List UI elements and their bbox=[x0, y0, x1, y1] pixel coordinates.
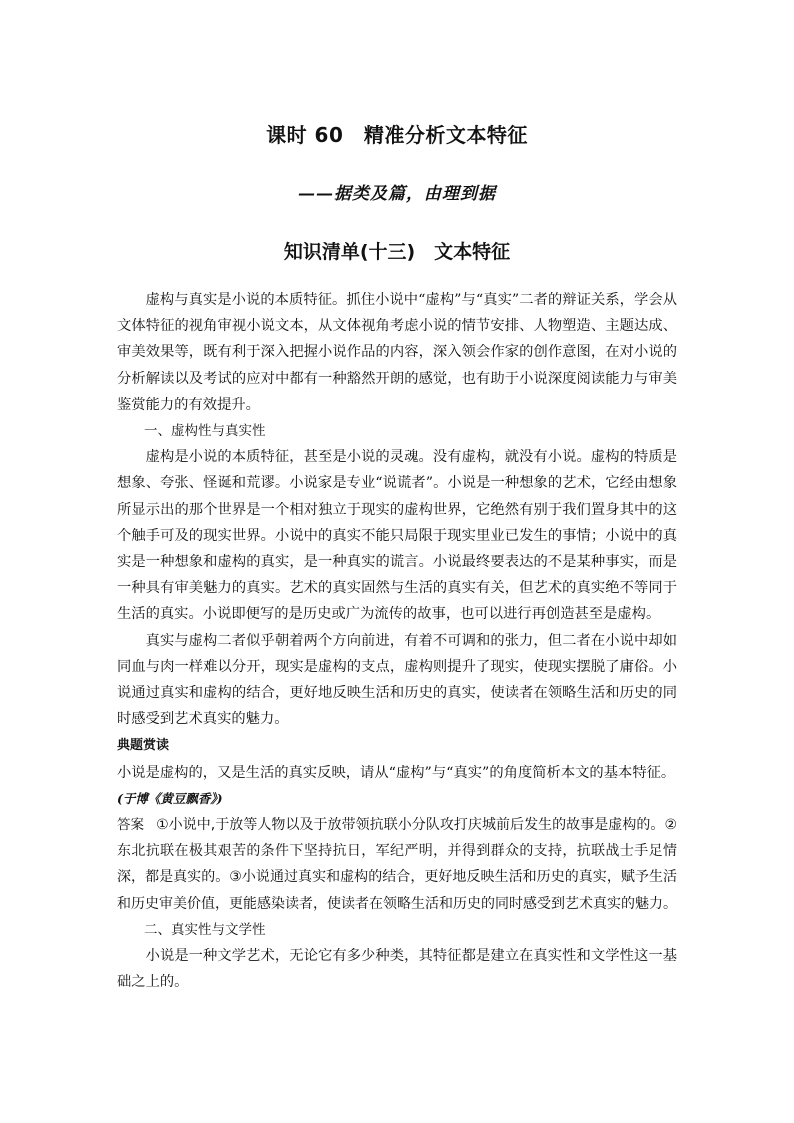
paragraph-literariness: 小说是一种文学艺术，无论它有多少种类，其特征都是建立在真实性和文学性这一基础之上的。 bbox=[117, 948, 677, 991]
intro-paragraph: 虚构与真实是小说的本质特征。抓住小说中“虚构”与“真实”二者的辩证关系，学会从文体特征的视角审视小说文本，从文体视角考虑小说的情节安排、人物塑造、主题达成、审美效果等，既有利于深入把握小说作品的内容，深入领会作家的创作意图，在对小说的分析解读以及考试的应对中都有一种豁然开朗的感觉，也有助于小说深度阅读能力与审美鉴赏能力的有效提升。 bbox=[117, 292, 677, 413]
section-heading: 知识清单(十三) 文本特征 bbox=[283, 241, 511, 263]
question-block bbox=[117, 760, 677, 812]
sub-heading-fiction-reality: 一、虚构性与真实性 bbox=[144, 423, 266, 440]
paragraph-fiction: 虚构是小说的本质特征，甚至是小说的灵魂。没有虚构，就没有小说。虚构的特质是想象、夸张、怪诞和荒谬。小说家是专业“说谎者”。小说是一种想象的艺术，它经由想象所显示出的那个世界是一个相对独立于现实的虚构世界，它绝然有别于我们置身其中的这个触手可及的现实世界。小说中的真实不能只局限于现实里业已发生的事情；小说中的真实是一种想象和虚构的真实，是一种真实的谎言。小说最终要表达的不是某种事实，而是一种具有审美魅力的真实。艺术的真实固然与生活的真实有关，但艺术的真实绝不等同于生活的真实。小说即便写的是历史或广为流传的故事，也可以进行再创造甚至是虚构。 bbox=[117, 449, 677, 623]
answer-label: 答案 bbox=[117, 817, 145, 834]
answer-text: ①小说中,于放等人物以及于放带领抗联小分队攻打庆城前后发生的故事是虚构的。②东北抗联在极其艰苦的条件下坚持抗日，军纪严明，并得到群众的支持，抗联战士手足情深，都是真实的。③小说通过真实和虚构的结合，更好地反映生活和历史的真实，赋予生活和历史审美价值，更能感染读者，使读者在领略生活和历史的同时感受到艺术真实的魅力。 bbox=[117, 817, 677, 912]
paragraph-reality-fiction: 真实与虚构二者似乎朝着两个方向前进，有着不可调和的张力，但二者在小说中却如同血与肉一样难以分开，现实是虚构的支点，虚构则提升了现实，使现实摆脱了庸俗。小说通过真实和虚构的结合，更好地反映生活和历史的真实，使读者在领略生活和历史的同时感受到艺术真实的魅力。 bbox=[117, 632, 677, 728]
body-text bbox=[117, 287, 677, 995]
example-label: 典题赏读 bbox=[117, 738, 170, 754]
answer-block bbox=[117, 812, 677, 917]
sub-heading-reality-literariness: 二、真实性与文学性 bbox=[144, 921, 266, 938]
question-source: (于博《黄豆飘香》) bbox=[117, 790, 223, 806]
page-title: 课时 60 精准分析文本特征 bbox=[266, 123, 528, 147]
example-block bbox=[117, 732, 677, 759]
question-text: 小说是虚构的，又是生活的真实反映，请从“虚构”与“真实”的角度简析本文的基本特征。 bbox=[117, 764, 676, 781]
page-subtitle: ——据类及篇，由理到据 bbox=[298, 184, 496, 204]
